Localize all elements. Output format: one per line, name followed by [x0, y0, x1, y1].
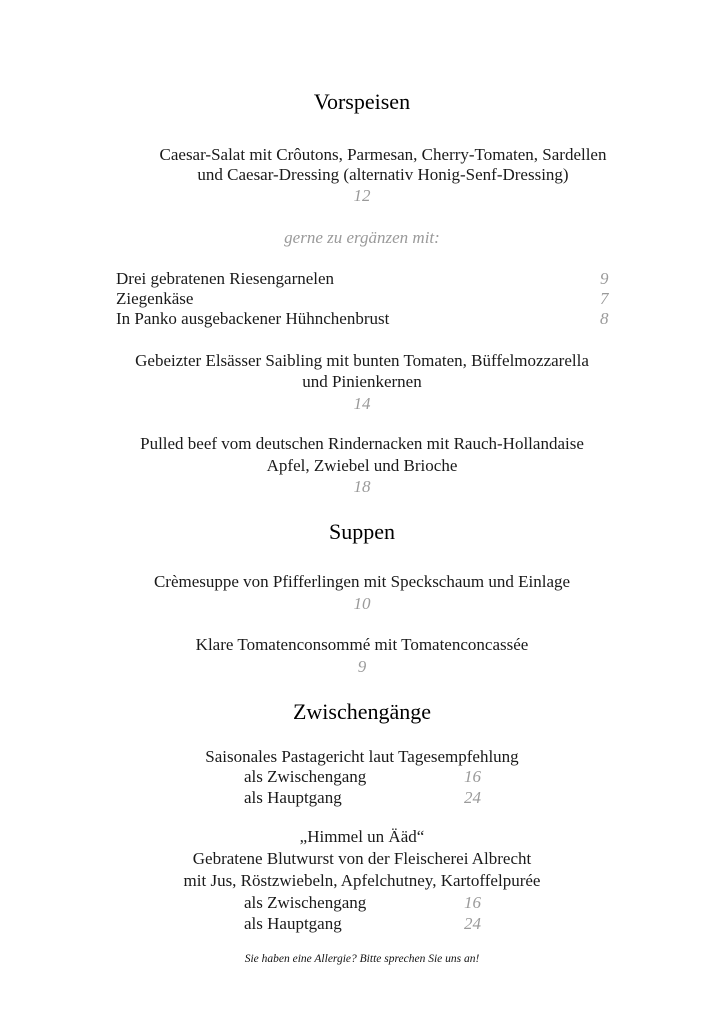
caesar-line1: Caesar-Salat mit Crôutons, Parmesan, Cherry-Tomaten, Sardellen	[159, 145, 607, 164]
extra-item-name: In Panko ausgebackener Hühnchenbrust	[116, 309, 390, 328]
extra-item-price: 8	[600, 309, 609, 328]
himmel-line2: mit Jus, Röstzwiebeln, Apfelchutney, Kartoffelpurée	[183, 871, 541, 890]
extra-item-price: 7	[600, 289, 609, 308]
extras-label: gerne zu ergänzen mit:	[284, 228, 440, 247]
section-title-suppen: Suppen	[329, 519, 395, 544]
soup-price: 10	[353, 594, 371, 613]
extra-item-name: Drei gebratenen Riesengarnelen	[116, 269, 335, 288]
himmel-title: „Himmel un Ääd“	[299, 827, 425, 846]
himmel-price: 24	[464, 914, 481, 933]
pasta-option: als Hauptgang	[244, 788, 342, 807]
extra-item-price: 9	[600, 269, 609, 288]
caesar-price: 12	[353, 186, 371, 205]
himmel-option: als Hauptgang	[244, 914, 342, 933]
saibling-line1: Gebeizter Elsässer Saibling mit bunten Tomaten, Büffelmozzarella	[135, 351, 589, 370]
allergy-footer: Sie haben eine Allergie? Bitte sprechen Sie uns an!	[244, 953, 480, 965]
himmel-price: 16	[464, 893, 481, 912]
pulled-line1: Pulled beef vom deutschen Rindernacken mit Rauch-Hollandaise	[140, 434, 584, 453]
section-title-vorspeisen: Vorspeisen	[313, 89, 411, 114]
caesar-line2: und Caesar-Dressing (alternativ Honig-Senf-Dressing)	[197, 165, 569, 184]
saibling-price: 14	[353, 394, 371, 413]
pasta-price: 16	[464, 767, 481, 786]
extra-item-name: Ziegenkäse	[116, 289, 194, 308]
himmel-option: als Zwischengang	[244, 893, 367, 912]
pulled-line2: Apfel, Zwiebel und Brioche	[266, 456, 458, 475]
pasta-option: als Zwischengang	[244, 767, 367, 786]
soup-price: 9	[357, 657, 367, 676]
section-title-zwischengaenge: Zwischengänge	[292, 699, 432, 724]
pasta-name: Saisonales Pastagericht laut Tagesempfehlung	[205, 747, 519, 766]
saibling-line2: und Pinienkernen	[302, 372, 422, 391]
pulled-price: 18	[353, 477, 371, 496]
soup-name: Crèmesuppe von Pfifferlingen mit Speckschaum und Einlage	[153, 572, 571, 591]
himmel-line1: Gebratene Blutwurst von der Fleischerei Albrecht	[192, 849, 532, 868]
pasta-price: 24	[464, 788, 481, 807]
soup-name: Klare Tomatenconsommé mit Tomatenconcassée	[195, 635, 529, 654]
